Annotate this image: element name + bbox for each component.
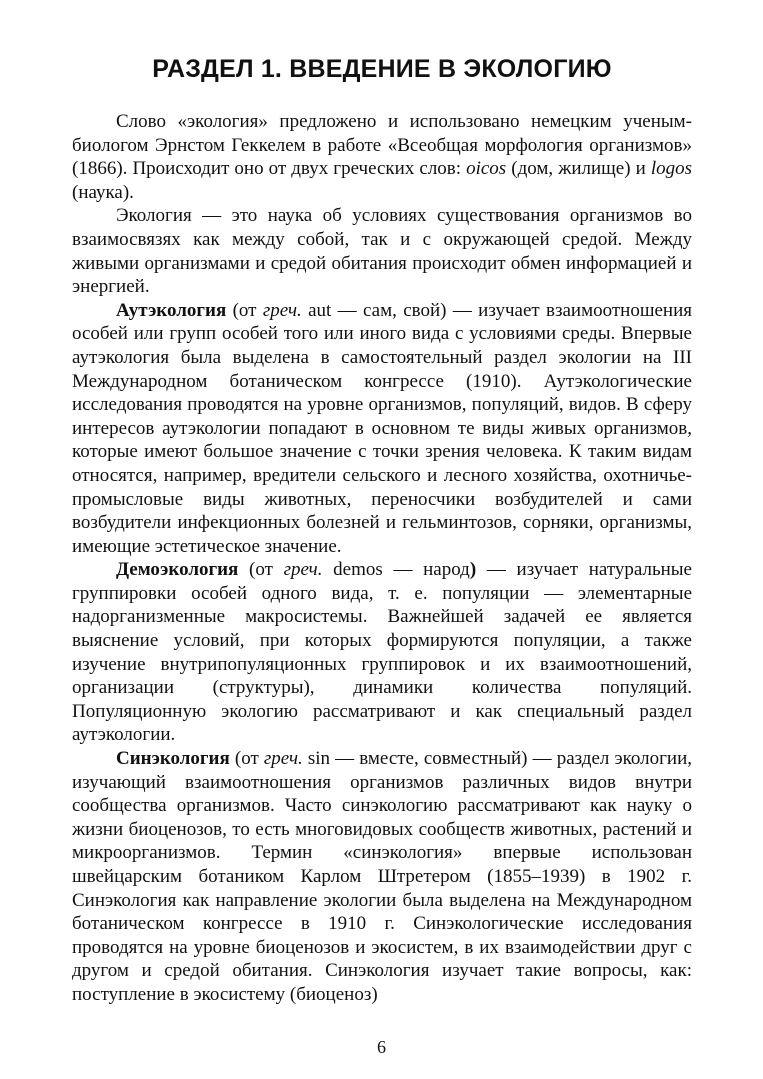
bold-paren: ): [469, 559, 477, 581]
paragraph-text: — изучает натуральные группировки особей одного вида, т. е. популяции — элементарные надорганизменные макросистемы. Важнейшей задачей ее является выяснение условий, при которых формируются популяции, а также изучение внутрипопуляционных группировок и их взаимоотношений, организации (структуры), динамики количества популяций. Популяционную экологию рассматривают и как специальный раздел аутэкологии.: [72, 559, 692, 746]
greek-abbrev: греч.: [283, 559, 323, 581]
term-demecology: Демоэкология: [116, 559, 239, 581]
greek-abbrev: греч.: [262, 299, 302, 321]
paragraph-text: aut — сам, свой) — изучает взаимоотношения особей или групп особей того или иного вида с условиями среды. Впервые аутэкология была выделена в самостоятельный раздел экологии на III Международном ботаническом конгрессе (1910). Аутэкологические исследования проводятся на уровне организмов, популяций, видов. В сферу интересов аутэкологии попадают в основном те виды живых организмов, которые имеют большое значение с точки зрения человека. К таким видам относятся, например, вредители сельского и лесного хозяйства, охотничье-промысловые виды животных, переносчики возбудителей и сами возбудители инфекционных болезней и гельминтозов, сорняки, организмы, имеющие эстетическое значение.: [72, 299, 692, 557]
paragraph-text: demos — народ: [322, 559, 470, 581]
paragraph-text: (от: [226, 299, 263, 321]
page-number: 6: [377, 1037, 386, 1057]
greek-term: logos: [650, 158, 692, 180]
page-content: [72, 46, 692, 1007]
paragraph-text: (наука).: [72, 181, 134, 203]
paragraph-text: (от: [238, 559, 284, 581]
paragraph-ecology-origin: [72, 110, 692, 204]
paragraph-demecology: [72, 558, 692, 747]
paragraph-autecology: [72, 299, 692, 559]
paragraph-text: (от: [229, 748, 264, 770]
greek-term: oicos: [466, 158, 507, 180]
paragraph-text: Экология — это наука об условиях существования организмов во взаимосвязях как между собой, так и с окружающей средой. Между живыми организмами и средой обитания происходит обмен информацией и энергией.: [72, 205, 692, 298]
section-heading: РАЗДЕЛ 1. ВВЕДЕНИЕ В ЭКОЛОГИЮ: [152, 55, 612, 83]
term-synecology: Синэкология: [116, 748, 230, 770]
paragraph-text: Слово «экология» предложено и использовано немецким ученым-биологом Эрнстом Геккелем в работе «Всеобщая морфология организмов» (1866). Происходит оно от двух греческих слов:: [72, 111, 692, 180]
paragraph-text: (дом, жилище) и: [506, 158, 651, 180]
paragraph-synecology: [72, 747, 692, 1007]
term-autecology: Аутэкология: [116, 299, 227, 321]
paragraph-ecology-definition: [72, 204, 692, 298]
greek-abbrev: греч.: [263, 748, 303, 770]
paragraph-text: sin — вместе, совместный) — раздел экологии, изучающий взаимоотношения организмов различных видов внутри сообщества организмов. Часто синэкологию рассматривают как науку о жизни биоценозов, то есть многовидовых сообществ животных, растений и микроорганизмов. Термин «синэкология» впервые использован швейцарским ботаником Карлом Штретером (1855–1939) в 1902 г. Синэкология как направление экологии была выделена на Международном ботаническом конгрессе в 1910 г. Синэкологические исследования проводятся на уровне биоценозов и экосистем, в их взаимодействии друг с другом и средой обитания. Синэкология изучает такие вопросы, как: поступление в экосистему (биоценоз): [72, 748, 692, 1005]
